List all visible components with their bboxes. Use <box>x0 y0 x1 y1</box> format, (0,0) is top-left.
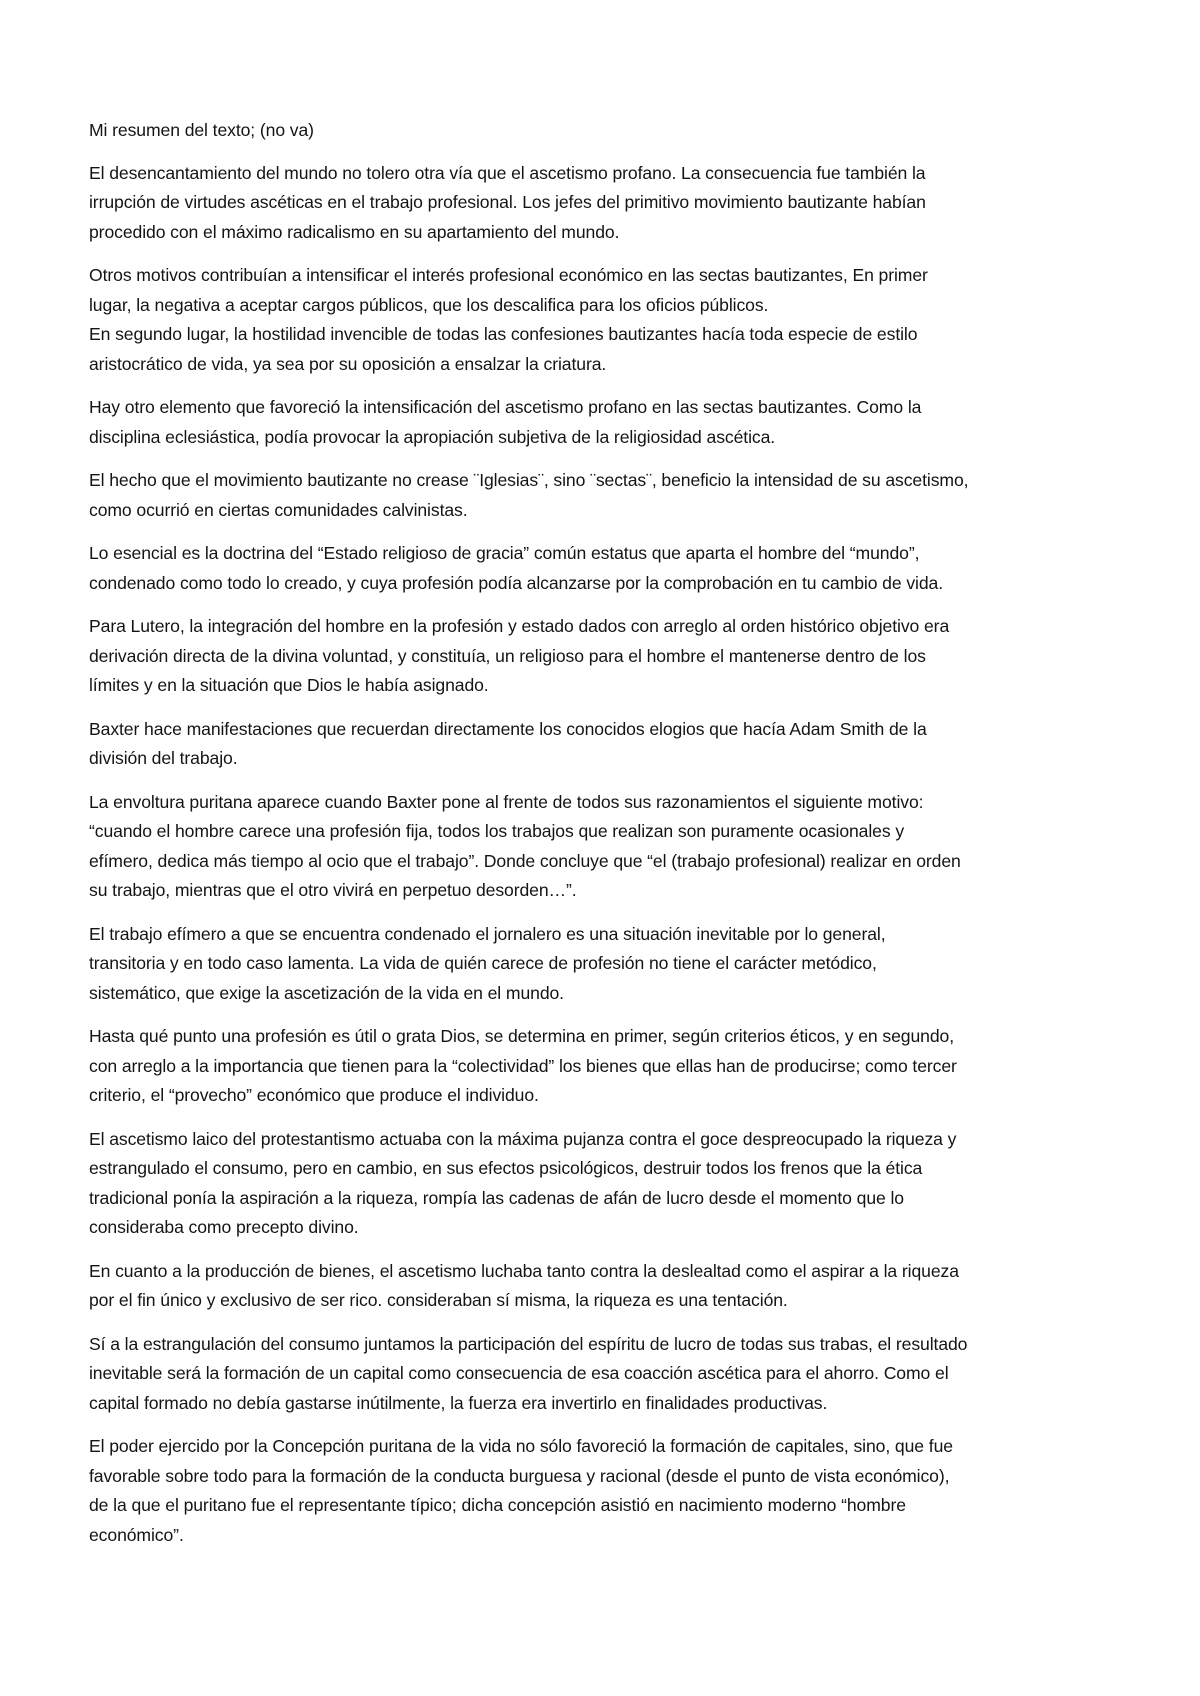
paragraph <box>89 788 1129 906</box>
paragraph-line: El ascetismo laico del protestantismo actuaba con la máxima pujanza contra el goce despreocupado la riqueza y <box>89 1128 957 1149</box>
paragraph-line: como ocurrió en ciertas comunidades calvinistas. <box>89 499 468 520</box>
paragraph-line: derivación directa de la divina voluntad, y constituía, un religioso para el hombre el mantenerse dentro de los <box>89 645 926 666</box>
paragraph-line: de la que el puritano fue el representante típico; dicha concepción asistió en nacimiento moderno “hombre <box>89 1495 906 1515</box>
paragraph <box>89 1125 1129 1243</box>
paragraph-line: “cuando el hombre carece una profesión fija, todos los trabajos que realizan son puramente ocasionales y <box>89 821 905 841</box>
paragraph-line: económico”. <box>89 1524 184 1545</box>
paragraph <box>89 612 1129 701</box>
paragraph-line: su trabajo, mientras que el otro vivirá en perpetuo desorden…”. <box>89 880 577 900</box>
paragraph-line: inevitable será la formación de un capital como consecuencia de esa coacción ascética para el ahorro. Como el <box>89 1363 949 1383</box>
paragraph-line: irrupción de virtudes ascéticas en el trabajo profesional. Los jefes del primitivo movimiento bautizante habían <box>89 192 926 212</box>
paragraph-line: disciplina eclesiástica, podía provocar la apropiación subjetiva de la religiosidad ascética. <box>89 426 776 447</box>
paragraph <box>89 715 1129 774</box>
paragraph-line: La envoltura puritana aparece cuando Baxter pone al frente de todos sus razonamientos el siguiente motivo: <box>89 791 924 812</box>
paragraph <box>89 159 1129 248</box>
paragraph <box>89 1432 1129 1550</box>
paragraph-line: El hecho que el movimiento bautizante no crease ¨Iglesias¨, sino ¨sectas¨, beneficio la intensidad de su ascetismo, <box>89 470 969 490</box>
paragraph-line: En segundo lugar, la hostilidad invencible de todas las confesiones bautizantes hacía toda especie de estilo <box>89 324 918 344</box>
paragraph-line: Baxter hace manifestaciones que recuerdan directamente los conocidos elogios que hacía Adam Smith de la <box>89 718 927 739</box>
paragraph-line: límites y en la situación que Dios le había asignado. <box>89 675 489 695</box>
paragraph <box>89 1022 1129 1111</box>
paragraph <box>89 1257 1129 1316</box>
document-body <box>89 116 1129 1564</box>
paragraph <box>89 539 1129 598</box>
paragraph-line: estrangulado el consumo, pero en cambio, en sus efectos psicológicos, destruir todos los frenos que la ética <box>89 1158 923 1178</box>
paragraph-line: transitoria y en todo caso lamenta. La vida de quién carece de profesión no tiene el carácter metódico, <box>89 953 877 973</box>
paragraph-line: por el fin único y exclusivo de ser rico. consideraban sí misma, la riqueza es una tentación. <box>89 1290 788 1310</box>
paragraph-line: división del trabajo. <box>89 748 238 768</box>
paragraph-line: efímero, dedica más tiempo al ocio que el trabajo”. Donde concluye que “el (trabajo profesional) realizar en orden <box>89 850 961 871</box>
paragraph-line: con arreglo a la importancia que tienen para la “colectividad” los bienes que ellas han de producirse; como tercer <box>89 1055 957 1076</box>
paragraph-line: consideraba como precepto divino. <box>89 1217 359 1237</box>
paragraph <box>89 1330 1129 1419</box>
paragraph-line: En cuanto a la producción de bienes, el ascetismo luchaba tanto contra la deslealtad como el aspirar a la riqueza <box>89 1260 959 1281</box>
paragraph-line: El desencantamiento del mundo no tolero otra vía que el ascetismo profano. La consecuencia fue también la <box>89 162 926 183</box>
paragraph-line: Para Lutero, la integración del hombre en la profesión y estado dados con arreglo al orden histórico objetivo era <box>89 616 950 636</box>
paragraph-line: Hay otro elemento que favoreció la intensificación del ascetismo profano en las sectas bautizantes. Como la <box>89 397 922 417</box>
paragraph-line: aristocrático de vida, ya sea por su oposición a ensalzar la criatura. <box>89 353 607 374</box>
paragraph <box>89 466 1129 525</box>
paragraph-line: capital formado no debía gastarse inútilmente, la fuerza era invertirlo en finalidades productivas. <box>89 1392 828 1413</box>
paragraph-line: Lo esencial es la doctrina del “Estado religioso de gracia” común estatus que aparta el hombre del “mundo”, <box>89 543 920 563</box>
paragraph-line: sistemático, que exige la ascetización de la vida en el mundo. <box>89 982 564 1003</box>
paragraph-line: condenado como todo lo creado, y cuya profesión podía alcanzarse por la comprobación en tu cambio de vida. <box>89 572 943 593</box>
paragraph-line: procedido con el máximo radicalismo en su apartamiento del mundo. <box>89 221 620 242</box>
paragraph-line: Otros motivos contribuían a intensificar el interés profesional económico en las sectas bautizantes, En primer <box>89 265 928 285</box>
paragraph <box>89 393 1129 452</box>
paragraph-line: criterio, el “provecho” económico que produce el individuo. <box>89 1085 539 1105</box>
paragraph <box>89 261 1129 379</box>
paragraph-line: Sí a la estrangulación del consumo juntamos la participación del espíritu de lucro de todas sus trabas, el resultado <box>89 1333 968 1354</box>
paragraph-list <box>89 159 1129 1551</box>
paragraph-line: favorable sobre todo para la formación de la conducta burguesa y racional (desde el punto de vista económico), <box>89 1465 950 1486</box>
paragraph-line: tradicional ponía la aspiración a la riqueza, rompía las cadenas de afán de lucro desde el momento que lo <box>89 1187 904 1208</box>
paragraph-line: El poder ejercido por la Concepción puritana de la vida no sólo favoreció la formación de capitales, sino, que fue <box>89 1436 953 1456</box>
document-heading: Mi resumen del texto; (no va) <box>89 120 314 140</box>
paragraph <box>89 920 1129 1009</box>
paragraph-line: Hasta qué punto una profesión es útil o grata Dios, se determina en primer, según criterios éticos, y en segundo, <box>89 1026 954 1046</box>
paragraph-line: lugar, la negativa a aceptar cargos públicos, que los descalifica para los oficios públicos. <box>89 294 769 315</box>
paragraph-line: El trabajo efímero a que se encuentra condenado el jornalero es una situación inevitable por lo general, <box>89 923 886 944</box>
